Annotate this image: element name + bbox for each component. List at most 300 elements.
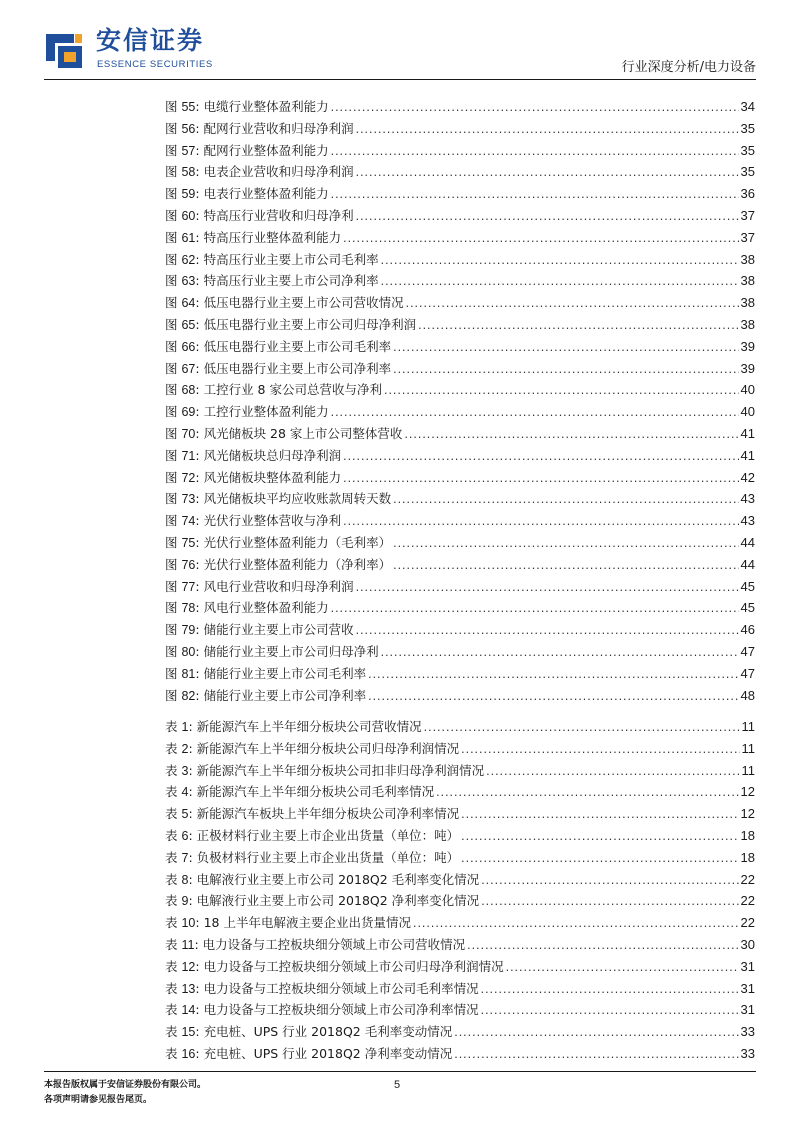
entry-page-number: 46 — [740, 622, 755, 638]
dot-leader — [356, 122, 739, 136]
entry-number: 11 — [181, 937, 195, 952]
table-entry-label — [165, 717, 422, 735]
figure-entry[interactable] — [165, 511, 755, 533]
entry-prefix: 表 — [165, 871, 182, 887]
entry-page-number: 12 — [740, 806, 755, 822]
table-entry[interactable] — [165, 891, 755, 913]
entry-number: 14 — [181, 1003, 196, 1018]
figure-entry[interactable] — [165, 598, 755, 620]
entry-title: 配网行业营收和归母净利润 — [203, 120, 354, 136]
entry-page-number: 41 — [740, 425, 755, 441]
figure-entry-label — [165, 424, 402, 442]
dot-leader — [481, 894, 738, 908]
entry-title: 光伏行业整体盈利能力（净利率） — [203, 556, 392, 572]
entry-title: 新能源汽车上半年细分板块公司毛利率情况 — [196, 784, 435, 800]
dot-leader — [393, 340, 738, 354]
dot-leader — [356, 165, 739, 179]
figure-entry-label — [165, 577, 354, 595]
entry-separator: : — [195, 578, 204, 594]
entry-prefix: 表 — [165, 1024, 182, 1040]
entry-page-number: 41 — [740, 447, 755, 463]
figure-entry-label — [165, 293, 404, 311]
entry-separator: : — [195, 600, 204, 616]
figure-entry[interactable] — [165, 271, 755, 293]
entry-title: 配网行业整体盈利能力 — [203, 142, 329, 158]
figure-entry-label — [165, 315, 416, 333]
entry-prefix: 图 — [165, 665, 182, 681]
entry-separator: : — [188, 719, 197, 734]
dot-leader — [506, 960, 739, 974]
entry-prefix: 图 — [165, 229, 182, 245]
entry-title: 新能源汽车上半年细分板块公司扣非归母净利润情况 — [196, 762, 485, 778]
figure-entry[interactable] — [165, 577, 755, 599]
entry-prefix: 表 — [165, 762, 182, 778]
entry-prefix: 图 — [165, 687, 182, 703]
table-entry-label — [165, 870, 479, 888]
entry-prefix: 图 — [165, 643, 182, 659]
dot-leader — [486, 764, 739, 778]
figure-entry-label — [165, 162, 354, 180]
entry-page-number: 11 — [741, 762, 755, 778]
entry-number: 57 — [181, 143, 196, 158]
entry-title: 低压电器行业主要上市公司毛利率 — [203, 338, 392, 354]
entry-title: 新能源汽车上半年细分板块公司归母净利润情况 — [196, 740, 460, 756]
entry-page-number: 37 — [740, 229, 755, 245]
table-list — [165, 717, 755, 1066]
dot-leader — [393, 492, 738, 506]
entry-number: 73 — [181, 492, 196, 507]
table-entry[interactable] — [165, 935, 755, 957]
figure-entry[interactable] — [165, 533, 755, 555]
logo-text-cn: 安信证券 — [96, 26, 205, 55]
entry-separator: : — [195, 295, 204, 311]
table-entry-label — [165, 1044, 452, 1062]
table-entry[interactable] — [165, 1000, 755, 1022]
entry-number: 80 — [181, 644, 196, 659]
figure-entry-label — [165, 555, 391, 573]
entry-page-number: 33 — [740, 1024, 755, 1040]
entry-page-number: 45 — [740, 600, 755, 616]
entry-separator: : — [195, 622, 204, 638]
entry-title: 风光储板块平均应收账款周转天数 — [203, 491, 392, 507]
table-entry-label — [165, 957, 504, 975]
dot-leader — [343, 471, 738, 485]
dot-leader — [356, 580, 739, 594]
figure-entry-label — [165, 206, 354, 224]
entry-title: 低压电器行业主要上市公司归母净利润 — [203, 316, 417, 332]
entry-prefix: 图 — [165, 99, 182, 114]
entry-number: 72 — [181, 470, 196, 485]
entry-separator: : — [195, 164, 204, 180]
entry-separator: : — [195, 273, 204, 289]
entry-number: 70 — [181, 426, 196, 441]
dot-leader — [413, 916, 739, 930]
report-section-label: 行业深度分析/电力设备 — [621, 60, 756, 75]
dot-leader — [481, 982, 739, 996]
dot-leader — [461, 807, 738, 821]
entry-number: 66 — [181, 339, 196, 354]
table-entry[interactable] — [165, 1044, 755, 1066]
entry-separator: : — [195, 915, 204, 931]
entry-page-number: 47 — [740, 665, 755, 681]
footer-disclaimer — [44, 1078, 206, 1108]
entry-separator: : — [195, 382, 204, 398]
table-entry[interactable] — [165, 782, 755, 804]
entry-separator: : — [195, 665, 204, 681]
entry-title: 正极材料行业主要上市企业出货量（单位：吨） — [196, 827, 460, 843]
page-number: 5 — [394, 1079, 401, 1091]
table-entry[interactable] — [165, 870, 755, 892]
dot-leader — [454, 1047, 738, 1061]
entry-separator: : — [195, 251, 204, 267]
entry-separator: : — [195, 360, 204, 376]
entry-prefix: 图 — [165, 447, 182, 463]
entry-title: 电力设备与工控板块细分领域上市公司归母净利润情况 — [203, 958, 504, 974]
entry-separator: : — [195, 338, 204, 354]
entry-page-number: 43 — [740, 491, 755, 507]
table-entry[interactable] — [165, 761, 755, 783]
entry-prefix: 图 — [165, 556, 182, 572]
entry-title: 电表企业营收和归母净利润 — [203, 164, 354, 180]
dot-leader — [454, 1025, 738, 1039]
figure-entry[interactable] — [165, 424, 755, 446]
figure-entry-label — [165, 664, 366, 682]
figure-entry[interactable] — [165, 468, 755, 490]
figure-entry[interactable] — [165, 141, 755, 163]
entry-prefix: 图 — [165, 360, 182, 376]
entry-separator: : — [195, 1024, 204, 1040]
entry-number: 74 — [181, 514, 196, 529]
dot-leader — [356, 209, 739, 223]
entry-page-number: 31 — [740, 1002, 755, 1018]
entry-prefix: 图 — [165, 120, 182, 136]
table-entry[interactable] — [165, 1022, 755, 1044]
entry-prefix: 表 — [165, 849, 182, 865]
figure-entry[interactable] — [165, 686, 755, 708]
entry-title: 风光储板块 28 家上市公司整体营收 — [203, 425, 403, 441]
entry-number: 68 — [181, 383, 196, 398]
entry-separator: : — [195, 425, 204, 441]
entry-title: 充电桩、UPS 行业 2018Q2 毛利率变动情况 — [203, 1024, 453, 1040]
figure-entry[interactable] — [165, 489, 755, 511]
dot-leader — [381, 274, 739, 288]
entry-separator: : — [195, 1045, 204, 1061]
entry-number: 56 — [181, 121, 196, 136]
table-entry-label — [165, 979, 479, 997]
entry-page-number: 39 — [740, 338, 755, 354]
entry-title: 储能行业主要上市公司毛利率 — [203, 665, 367, 681]
dot-leader — [381, 645, 739, 659]
dot-leader — [424, 720, 740, 734]
footer-line-copyright: 本报告版权属于安信证券股份有限公司。 — [44, 1080, 207, 1090]
figure-entry-label — [165, 642, 379, 660]
table-entry[interactable] — [165, 717, 755, 739]
entry-prefix: 图 — [165, 469, 182, 485]
entry-number: 79 — [181, 623, 196, 638]
entry-separator: : — [188, 871, 197, 887]
entry-page-number: 38 — [740, 295, 755, 311]
entry-prefix: 图 — [165, 404, 182, 420]
entry-separator: : — [194, 936, 203, 952]
dot-leader — [406, 296, 739, 310]
entry-prefix: 图 — [165, 295, 182, 311]
figure-entry-label — [165, 598, 329, 616]
dot-leader — [393, 558, 738, 572]
entry-page-number: 18 — [740, 827, 755, 843]
entry-separator: : — [195, 207, 204, 223]
dot-leader — [461, 829, 738, 843]
figure-entry[interactable] — [165, 359, 755, 381]
entry-page-number: 38 — [740, 251, 755, 267]
entry-page-number: 22 — [740, 915, 755, 931]
entry-separator: : — [188, 784, 197, 800]
logo-text-en: ESSENCE SECURITIES — [97, 59, 213, 70]
entry-page-number: 45 — [740, 578, 755, 594]
entry-number: 13 — [181, 981, 196, 996]
figure-entry[interactable] — [165, 206, 755, 228]
figure-entry-label — [165, 141, 329, 159]
entry-title: 新能源汽车上半年细分板块公司营收情况 — [196, 719, 422, 734]
entry-number: 3 — [181, 763, 189, 778]
entry-number: 12 — [181, 959, 196, 974]
entry-number: 60 — [181, 208, 196, 223]
entry-prefix: 表 — [165, 784, 182, 800]
entry-separator: : — [195, 556, 204, 572]
entry-prefix: 表 — [165, 958, 182, 974]
entry-title: 电力设备与工控板块细分领域上市公司毛利率情况 — [203, 980, 479, 996]
entry-title: 光伏行业整体营收与净利 — [203, 513, 342, 529]
figure-entry-label — [165, 337, 391, 355]
entry-separator: : — [195, 643, 204, 659]
entry-separator: : — [195, 980, 204, 996]
entry-prefix: 图 — [165, 273, 182, 289]
dot-leader — [331, 187, 739, 201]
dot-leader — [331, 100, 739, 114]
entry-page-number: 36 — [740, 186, 755, 202]
entry-prefix: 表 — [165, 740, 182, 756]
entry-page-number: 42 — [740, 469, 755, 485]
entry-title: 特高压行业整体盈利能力 — [203, 229, 342, 245]
entry-page-number: 38 — [740, 273, 755, 289]
footer-divider — [44, 1071, 756, 1072]
entry-separator: : — [195, 120, 204, 136]
entry-title: 18 上半年电解液主要企业出货量情况 — [203, 915, 411, 931]
figure-entry-label — [165, 184, 329, 202]
table-entry[interactable] — [165, 826, 755, 848]
entry-number: 77 — [181, 579, 196, 594]
figure-entry[interactable] — [165, 162, 755, 184]
entry-number: 2 — [181, 741, 189, 756]
entry-title: 电表行业整体盈利能力 — [203, 186, 329, 202]
entry-title: 充电桩、UPS 行业 2018Q2 净利率变动情况 — [203, 1045, 453, 1061]
entry-prefix: 图 — [165, 600, 182, 616]
figure-entry[interactable] — [165, 620, 755, 642]
entry-title: 风电行业整体盈利能力 — [203, 600, 329, 616]
dot-leader — [343, 514, 738, 528]
entry-prefix: 图 — [165, 338, 182, 354]
table-entry-label — [165, 913, 411, 931]
dot-leader — [481, 873, 738, 887]
figure-entry[interactable] — [165, 119, 755, 141]
entry-page-number: 22 — [740, 893, 755, 909]
figure-entry[interactable] — [165, 380, 755, 402]
figure-entry[interactable] — [165, 184, 755, 206]
entry-title: 电力设备与工控板块细分领域上市公司营收情况 — [202, 936, 466, 952]
entry-number: 5 — [181, 807, 189, 822]
table-entry[interactable] — [165, 739, 755, 761]
figure-entry[interactable] — [165, 97, 755, 119]
entry-prefix: 表 — [165, 936, 182, 952]
entry-title: 特高压行业主要上市公司毛利率 — [203, 251, 379, 267]
entry-prefix: 图 — [165, 186, 182, 202]
entry-page-number: 44 — [740, 556, 755, 572]
entry-title: 光伏行业整体盈利能力（毛利率） — [203, 534, 392, 550]
entry-prefix: 图 — [165, 251, 182, 267]
page-header — [0, 0, 800, 80]
entry-page-number: 31 — [740, 958, 755, 974]
figure-entry[interactable] — [165, 315, 755, 337]
table-entry[interactable] — [165, 979, 755, 1001]
entry-separator: : — [188, 762, 197, 778]
entry-separator: : — [195, 404, 204, 420]
entry-separator: : — [195, 534, 204, 550]
entry-title: 负极材料行业主要上市企业出货量（单位：吨） — [196, 849, 460, 865]
entry-title: 新能源汽车板块上半年细分板块公司净利率情况 — [196, 806, 460, 822]
figure-entry[interactable] — [165, 228, 755, 250]
entry-separator: : — [195, 1002, 204, 1018]
entry-page-number: 43 — [740, 513, 755, 529]
table-entry[interactable] — [165, 848, 755, 870]
figure-entry[interactable] — [165, 555, 755, 577]
entry-separator: : — [188, 806, 197, 822]
entry-separator: : — [195, 229, 204, 245]
entry-separator: : — [195, 687, 204, 703]
entry-prefix: 表 — [165, 915, 182, 931]
dot-leader — [418, 318, 738, 332]
table-entry-label — [165, 1000, 479, 1018]
entry-title: 储能行业主要上市公司归母净利 — [203, 643, 379, 659]
dot-leader — [436, 785, 738, 799]
entry-page-number: 40 — [740, 382, 755, 398]
entry-separator: : — [188, 893, 197, 909]
entry-page-number: 39 — [740, 360, 755, 376]
entry-number: 59 — [181, 187, 196, 202]
figure-entry-label — [165, 97, 329, 115]
figure-entry[interactable] — [165, 402, 755, 424]
figure-entry[interactable] — [165, 337, 755, 359]
figure-entry-label — [165, 402, 329, 420]
figure-entry[interactable] — [165, 642, 755, 664]
entry-title: 特高压行业营收和归母净利 — [203, 207, 354, 223]
figure-entry-label — [165, 380, 382, 398]
entry-prefix: 图 — [165, 491, 182, 507]
entry-separator: : — [195, 186, 204, 202]
entry-page-number: 47 — [740, 643, 755, 659]
entry-page-number: 34 — [740, 99, 755, 114]
dot-leader — [461, 851, 738, 865]
figure-entry-label — [165, 359, 391, 377]
entry-prefix: 表 — [165, 719, 182, 734]
entry-separator: : — [195, 513, 204, 529]
table-entry-label — [165, 848, 459, 866]
entry-page-number: 48 — [740, 687, 755, 703]
entry-prefix: 表 — [165, 980, 182, 996]
entry-separator: : — [195, 99, 204, 114]
entry-prefix: 图 — [165, 316, 182, 332]
entry-prefix: 表 — [165, 806, 182, 822]
entry-number: 63 — [181, 274, 196, 289]
entry-page-number: 18 — [740, 849, 755, 865]
entry-prefix: 表 — [165, 827, 182, 843]
footer-line-notice: 各项声明请参见报告尾页。 — [44, 1095, 153, 1105]
entry-separator: : — [195, 491, 204, 507]
entry-page-number: 33 — [740, 1045, 755, 1061]
entry-page-number: 22 — [740, 871, 755, 887]
entry-separator: : — [195, 316, 204, 332]
table-entry[interactable] — [165, 913, 755, 935]
figure-entry-label — [165, 489, 391, 507]
entry-prefix: 图 — [165, 622, 182, 638]
dot-leader — [343, 449, 738, 463]
dot-leader — [331, 144, 739, 158]
entry-page-number: 35 — [740, 120, 755, 136]
entry-separator: : — [195, 447, 204, 463]
entry-number: 1 — [181, 720, 189, 734]
figure-entry[interactable] — [165, 446, 755, 468]
dot-leader — [384, 383, 739, 397]
entry-number: 71 — [181, 448, 196, 463]
entry-title: 工控行业 8 家公司总营收与净利 — [203, 382, 382, 398]
entry-prefix: 图 — [165, 142, 182, 158]
entry-page-number: 35 — [740, 142, 755, 158]
dot-leader — [356, 623, 739, 637]
figure-entry[interactable] — [165, 664, 755, 686]
dot-leader — [331, 405, 739, 419]
figure-entry-label — [165, 119, 354, 137]
figure-entry-label — [165, 620, 354, 638]
table-entry-label — [165, 782, 434, 800]
table-entry[interactable] — [165, 957, 755, 979]
figure-entry[interactable] — [165, 293, 755, 315]
entry-prefix: 表 — [165, 893, 182, 909]
entry-prefix: 图 — [165, 207, 182, 223]
entry-page-number: 40 — [740, 404, 755, 420]
entry-separator: : — [188, 849, 197, 865]
dot-leader — [481, 1003, 739, 1017]
figure-entry-label — [165, 686, 366, 704]
table-entry[interactable] — [165, 804, 755, 826]
dot-leader — [404, 427, 738, 441]
entry-title: 低压电器行业主要上市公司营收情况 — [203, 295, 404, 311]
entry-number: 15 — [181, 1025, 196, 1040]
entry-number: 67 — [181, 361, 196, 376]
entry-prefix: 图 — [165, 382, 182, 398]
figure-list — [165, 97, 755, 707]
figure-entry-label — [165, 468, 341, 486]
entry-number: 76 — [181, 557, 196, 572]
entry-prefix: 图 — [165, 578, 182, 594]
entry-prefix: 图 — [165, 425, 182, 441]
header-divider — [44, 79, 756, 80]
entry-title: 特高压行业主要上市公司净利率 — [203, 273, 379, 289]
figure-entry[interactable] — [165, 250, 755, 272]
entry-prefix: 表 — [165, 1045, 182, 1061]
entry-separator: : — [195, 958, 204, 974]
entry-number: 16 — [181, 1046, 196, 1061]
entry-title: 工控行业整体盈利能力 — [203, 404, 329, 420]
entry-number: 78 — [181, 601, 196, 616]
entry-page-number: 11 — [741, 740, 755, 756]
